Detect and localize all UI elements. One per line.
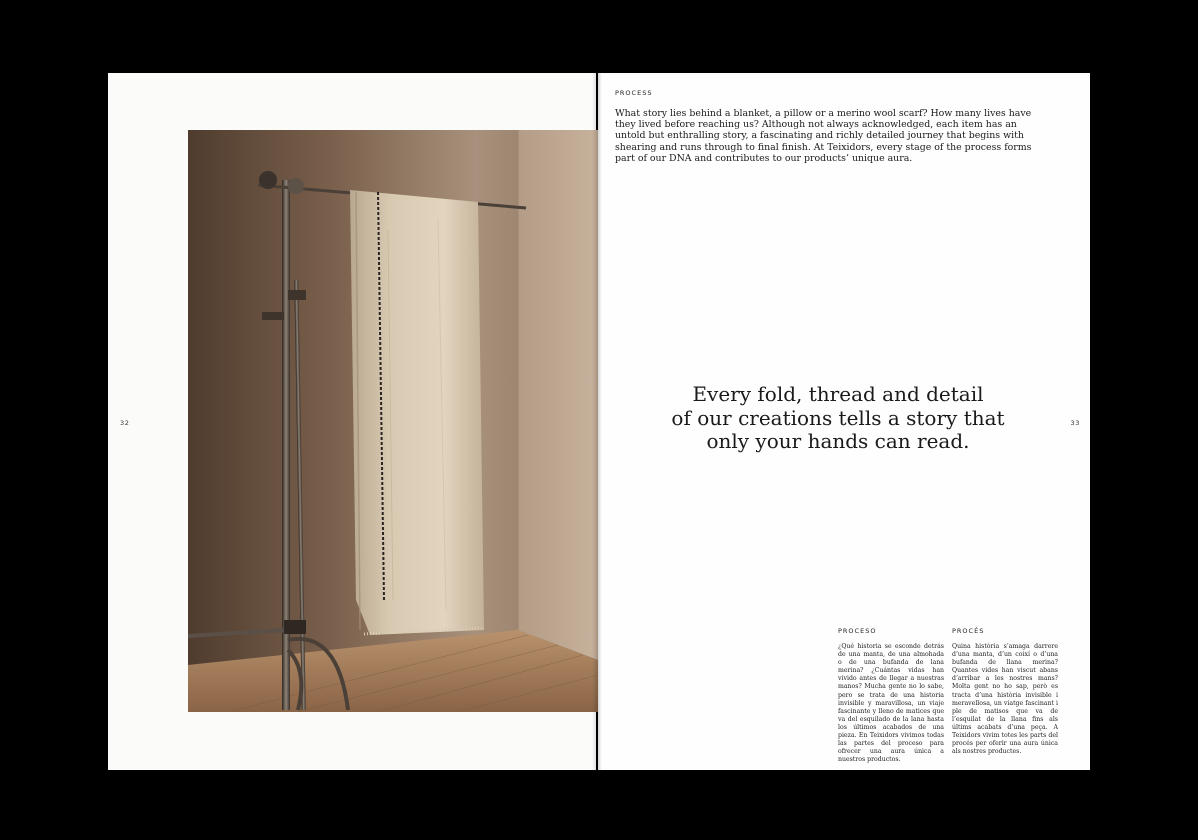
right-page — [598, 73, 1090, 770]
page-number-left: 32 — [120, 419, 130, 427]
pull-quote-line-1: Every fold, thread and detail — [692, 382, 984, 406]
left-page — [108, 73, 596, 770]
pull-quote-line-2: of our creations tells a story that — [671, 405, 1005, 430]
intro-paragraph: What story lies behind a blanket, a pillow or a merino wool scarf? How many lives have they lived before reaching us? Although not always acknowledged, each item has an untold but enthralling story, a fascinating and richly detailed journey that begins with shearing and runs through to final finish. At Teixidors, every stage of the process forms part of our DNA and contributes to our products’ unique aura. — [615, 108, 1032, 164]
section-label-process: PROCESS — [615, 89, 653, 97]
page-number-right: 33 — [1070, 419, 1080, 427]
binding-gutter — [592, 73, 602, 770]
spanish-column: ¿Qué historia se esconde detrás de una manta, de una almohada o de una bufanda de lana merina? ¿Cuántas vidas han vivido antes de llegar a nuestras manos? Mucha gente no lo sabe, pero se trata de una historia invisible y maravillosa, un viaje fascinante y lleno de matices que va del esquilado de la lana hasta los últimos acabados de una pieza. En Teixidors vivimos todas las partes del proceso para ofrecer una aura única a nuestros productos. — [838, 643, 944, 764]
blanket-photo — [188, 130, 598, 712]
blanket-photo-illustration — [188, 130, 598, 712]
pull-quote — [628, 383, 1048, 454]
section-label-spanish: PROCESO — [838, 627, 877, 635]
magazine-spread — [108, 73, 1090, 770]
catalan-column: Quina història s’amaga darrere d’una manta, d’un coixí o d’una bufanda de llana merina? Quantes vides han viscut abans d’arribar a les nostres mans? Molta gent no ho sap, però es tracta d’una història invisible i meravellosa, un viatge fascinant i ple de matisos que va de l’esquilat de la llana fins als últims acabats d’una peça. A Teixidors vivim totes les parts del procés per oferir una aura única als nostres productes. — [952, 643, 1058, 756]
pull-quote-line-3: only your hands can read. — [706, 429, 970, 453]
section-label-catalan: PROCÉS — [952, 627, 985, 635]
